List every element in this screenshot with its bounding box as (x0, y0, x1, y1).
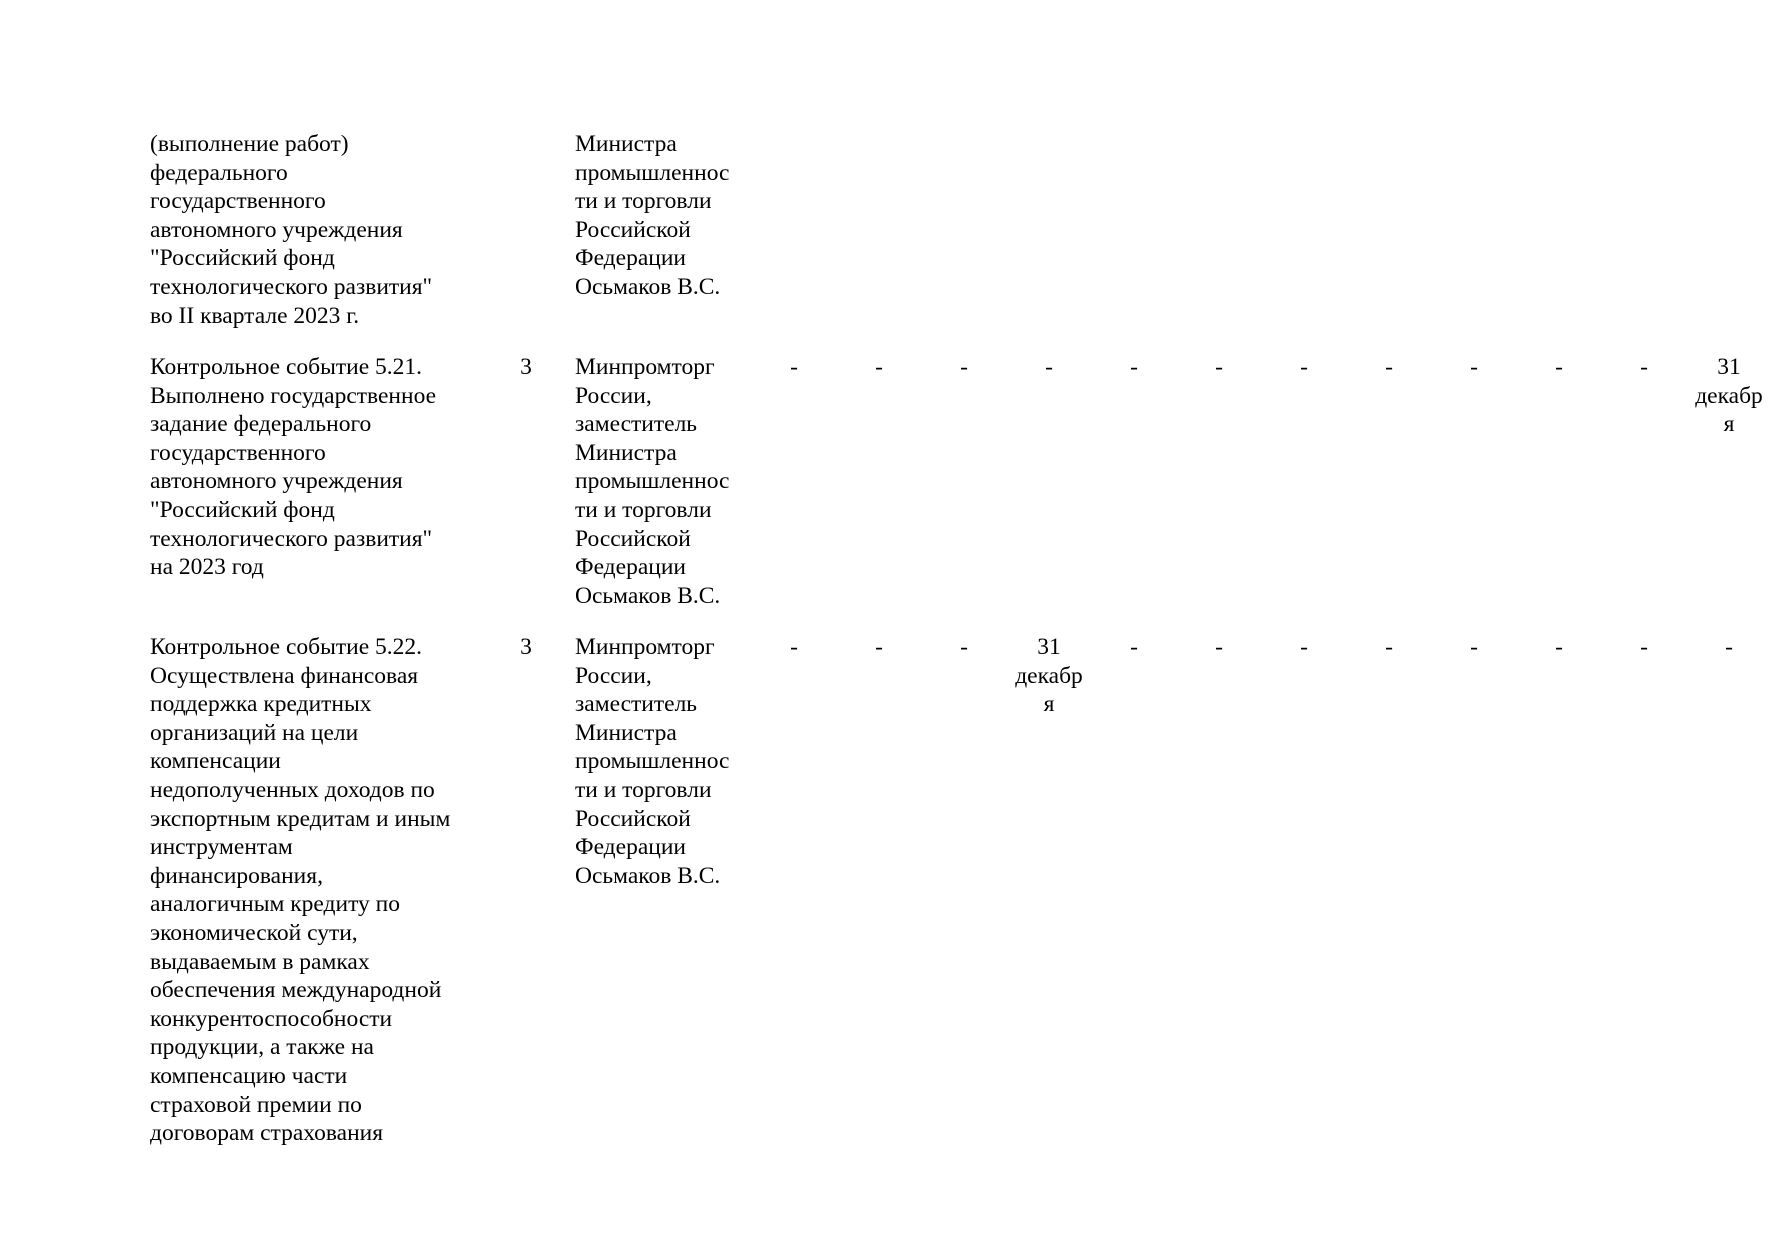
month-cell-oct: - (1555, 634, 1563, 660)
month-cell-dec: - (1725, 634, 1733, 660)
month-cell-aug: - (1385, 354, 1393, 380)
responsible-executor: Минпромторг России, заместитель Министра промышленнос ти и торговли Российской Федерации Осьмаков В.С. (575, 634, 730, 889)
month-cell-apr: 31 декабр я (1015, 634, 1083, 718)
event-description: (выполнение работ) федерального государственного автономного учреждения "Российский фонд технологического развития" во II квартале 2023 г. (150, 131, 433, 329)
month-cell-aug: - (1385, 634, 1393, 660)
event-level: 3 (520, 354, 532, 380)
month-cell-jun: - (1215, 634, 1223, 660)
month-cell-may: - (1130, 634, 1138, 660)
month-cell-jan: - (790, 634, 798, 660)
month-cell-jul: - (1300, 354, 1308, 380)
month-cell-jan: - (790, 354, 798, 380)
month-cell-mar: - (960, 634, 968, 660)
responsible-executor: Минпромторг России, заместитель Министра промышленнос ти и торговли Российской Федерации Осьмаков В.С. (575, 354, 730, 609)
month-cell-jun: - (1215, 354, 1223, 380)
event-level: 3 (520, 634, 532, 660)
month-cell-apr: - (1045, 354, 1053, 380)
month-cell-oct: - (1555, 354, 1563, 380)
month-cell-mar: - (960, 354, 968, 380)
month-cell-may: - (1130, 354, 1138, 380)
month-cell-sep: - (1470, 354, 1478, 380)
event-description: Контрольное событие 5.21. Выполнено государственное задание федерального государственного автономного учреждения "Российский фонд технологического развития" на 2023 год (150, 354, 437, 581)
month-cell-feb: - (875, 354, 883, 380)
month-cell-nov: - (1640, 354, 1648, 380)
month-cell-sep: - (1470, 634, 1478, 660)
month-cell-dec: 31 декабр я (1695, 354, 1763, 438)
event-description: Контрольное событие 5.22. Осуществлена финансовая поддержка кредитных организаций на цели компенсации недополученных доходов по экспортным кредитам и иным инструментам финансирования, аналогичным кредиту по экономической сути, выдаваемым в рамках обеспечения международной конкурентоспособности продукции, а также на компенсацию части страховой премии по договорам страхования (150, 634, 451, 1147)
month-cell-feb: - (875, 634, 883, 660)
month-cell-nov: - (1640, 634, 1648, 660)
month-cell-jul: - (1300, 634, 1308, 660)
responsible-executor: Министра промышленнос ти и торговли Российской Федерации Осьмаков В.С. (575, 131, 730, 300)
